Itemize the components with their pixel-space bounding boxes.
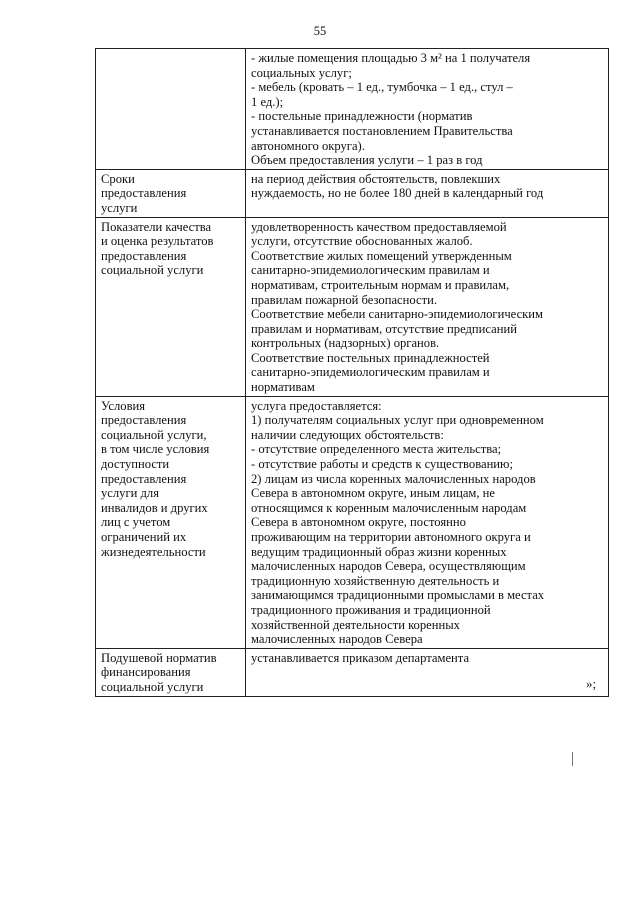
label-line: социальной услуги <box>101 263 204 278</box>
content-line: Соответствие постельных принадлежностей <box>251 350 490 365</box>
content-line: 2) лицам из числа коренных малочисленных народов <box>251 471 536 486</box>
content-line: нуждаемость, но не более 180 дней в календарный год <box>251 186 544 201</box>
label-line: предоставления <box>101 471 187 486</box>
row-content-cell <box>246 396 609 648</box>
label-line: Сроки <box>101 171 135 186</box>
label-line: и оценка результатов <box>101 234 214 249</box>
content-line: 1) получателям социальных услуг при одновременном <box>251 413 544 428</box>
content-line: устанавливается приказом департамента <box>251 650 470 665</box>
content-line: социальных услуг; <box>251 65 352 80</box>
content-line: правилам и нормативам, отсутствие предписаний <box>251 321 517 336</box>
content-line: Севера в автономном округе, постоянно <box>251 515 466 530</box>
content-line: на период действия обстоятельств, повлекших <box>251 171 501 186</box>
table-row <box>96 169 609 217</box>
table-row <box>96 648 609 696</box>
content-line: - постельные принадлежности (норматив <box>251 109 473 124</box>
content-line: санитарно-эпидемиологическим правилам и <box>251 365 490 380</box>
content-line: правилам пожарной безопасности. <box>251 292 437 307</box>
content-line: услуги, отсутствие обоснованных жалоб. <box>251 234 473 249</box>
row-label-cell <box>96 217 246 396</box>
content-line: традиционную хозяйственную деятельность и <box>251 573 500 588</box>
label-line: лиц с учетом <box>101 515 171 530</box>
label-line: предоставления <box>101 186 187 201</box>
table-row <box>96 217 609 396</box>
row-content-cell <box>246 169 609 217</box>
label-line: доступности <box>101 457 170 472</box>
content-line: удовлетворенность качеством предоставляемой <box>251 219 507 234</box>
table-row <box>96 396 609 648</box>
label-line: Условия <box>101 398 146 413</box>
content-line: 1 ед.); <box>251 94 284 109</box>
label-line: предоставления <box>101 413 187 428</box>
label-line: социальной услуги <box>101 679 204 694</box>
content-line: - жилые помещения площадью 3 м² на 1 получателя <box>251 51 531 65</box>
page-number: 55 <box>313 24 327 38</box>
row-label-cell <box>96 169 246 217</box>
content-line: - мебель (кровать – 1 ед., тумбочка – 1 ед., стул – <box>251 80 513 95</box>
row-content-cell <box>246 648 609 696</box>
content-line: нормативам, строительным нормам и правилам, <box>251 277 510 292</box>
content-line: малочисленных народов Севера <box>251 632 423 647</box>
label-line: ограничений их <box>101 530 187 544</box>
label-line: финансирования <box>101 665 191 680</box>
row-label-cell <box>96 648 246 696</box>
label-line: социальной услуги, <box>101 427 207 442</box>
label-line: Подушевой норматив <box>101 650 217 665</box>
content-line: Объем предоставления услуги – 1 раз в год <box>251 153 483 168</box>
content-line: занимающимся традиционными промыслами в местах <box>251 588 545 603</box>
content-line: ведущим традиционный образ жизни коренных <box>251 544 507 559</box>
content-line: - отсутствие определенного места жительства; <box>251 442 502 457</box>
label-line: услуги для <box>101 486 160 501</box>
content-line: санитарно-эпидемиологическим правилам и <box>251 263 490 278</box>
content-line: услуга предоставляется: <box>251 398 382 413</box>
content-line: Соответствие мебели санитарно-эпидемиологическим <box>251 307 543 322</box>
content-line: - отсутствие работы и средств к существованию; <box>251 457 513 472</box>
row-label-cell <box>96 49 246 170</box>
service-spec-table <box>95 48 609 697</box>
content-line: автономного округа). <box>251 138 365 153</box>
content-line: хозяйственной деятельности коренных <box>251 617 460 632</box>
label-line: инвалидов и других <box>101 500 208 515</box>
label-line: услуги <box>101 200 138 215</box>
scan-artifact-line <box>572 752 573 766</box>
table-row <box>96 49 609 170</box>
label-line: Показатели качества <box>101 219 212 234</box>
content-line: малочисленных народов Севера, осуществляющим <box>251 559 526 574</box>
content-line: традиционного проживания и традиционной <box>251 602 491 617</box>
content-line: контрольных (надзорных) органов. <box>251 336 440 351</box>
row-content-cell <box>246 49 609 170</box>
content-line: устанавливается постановлением Правительства <box>251 123 513 138</box>
content-line: нормативам <box>251 380 315 395</box>
content-line: Соответствие жилых помещений утвержденным <box>251 248 512 263</box>
label-line: жизнедеятельности <box>101 544 206 559</box>
label-line: предоставления <box>101 248 187 263</box>
content-line: относящимся к коренным малочисленным народам <box>251 500 527 515</box>
row-label-cell <box>96 396 246 648</box>
content-line: Севера в автономном округе, иным лицам, не <box>251 486 496 501</box>
row-content-cell <box>246 217 609 396</box>
closing-quote-mark: »; <box>586 676 597 691</box>
content-line: наличии следующих обстоятельств: <box>251 427 444 442</box>
content-line: проживающим на территории автономного округа и <box>251 530 531 544</box>
label-line: в том числе условия <box>101 442 210 457</box>
